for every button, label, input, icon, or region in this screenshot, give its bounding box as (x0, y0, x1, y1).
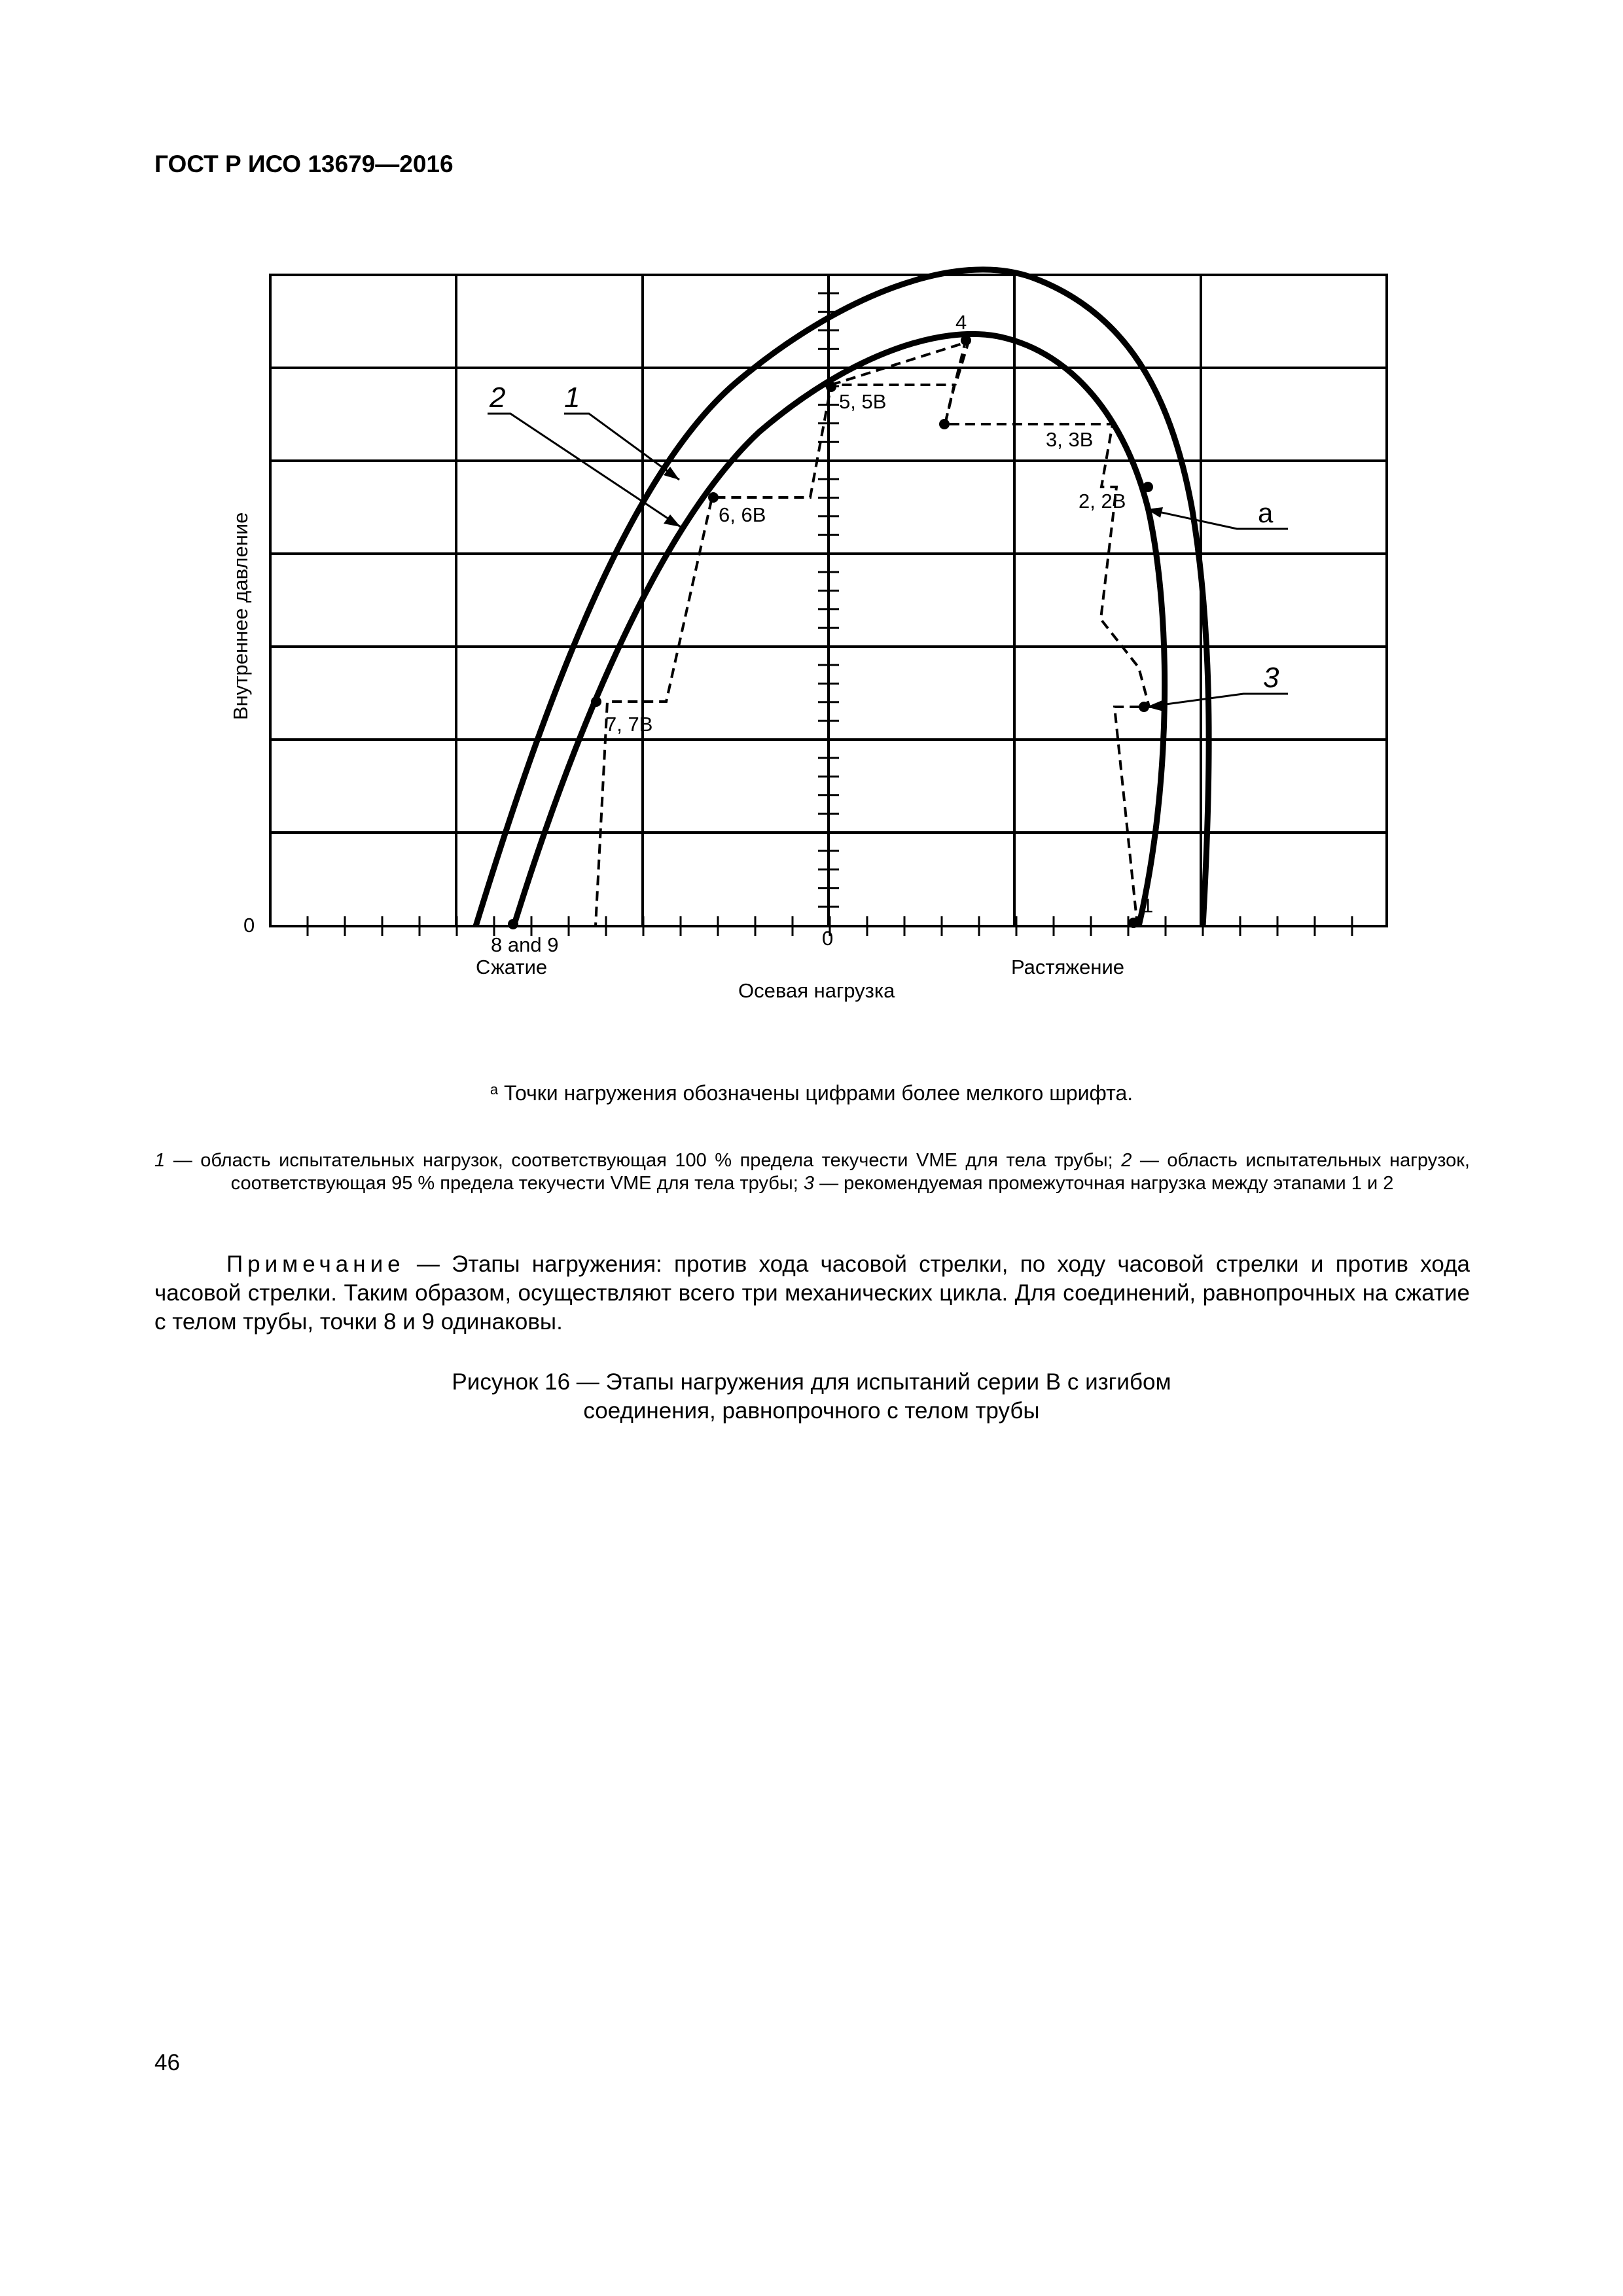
note-paragraph (154, 1250, 1470, 1336)
point-label-3-3b: 3, 3B (1046, 428, 1094, 451)
curve-2-label: 2 (490, 382, 506, 414)
leader-lines (488, 414, 1288, 707)
y-axis-zero: 0 (243, 914, 255, 937)
curve-3-label: 3 (1263, 662, 1279, 694)
legend-text-1: — область испытательных нагрузок, соответствующая 100 % предела текучести VME для тела трубы; (165, 1150, 1122, 1171)
point-label-1: 1 (1142, 894, 1154, 917)
footnote-text: Точки нагружения обозначены цифрами более мелкого шрифта. (503, 1081, 1133, 1105)
legend-text-2: — область испытательных нагрузок, соответствующая 95 % предела текучести VME для тела трубы; (230, 1150, 1470, 1194)
note-a-label: a (1258, 497, 1274, 528)
point-label-4: 4 (955, 311, 967, 334)
x-axis-zero: 0 (822, 927, 834, 950)
point-label-2-2b: 2, 2B (1079, 490, 1126, 512)
load-point-2-2b (1143, 482, 1153, 492)
tension-label: Растяжение (1011, 956, 1125, 978)
load-path-diagram (0, 0, 1623, 1047)
load-point-4 (961, 335, 971, 346)
point-label-6-6b: 6, 6B (719, 503, 766, 526)
page-number: 46 (154, 2050, 180, 2075)
point-label-7-7b: 7, 7B (605, 713, 653, 736)
compression-label: Сжатие (476, 956, 548, 978)
point-label-8-and-9: 8 and 9 (491, 933, 559, 956)
caption-line-1: Рисунок 16 — Этапы нагружения для испытаний серии B с изгибом (452, 1369, 1171, 1395)
note-text: — Этапы нагружения: против хода часовой стрелки, по ходу часовой стрелки и против хода часовой стрелки. Таким образом, осуществляют всего три механических цикла. Для соединений, равнопрочных на сжатие с телом трубы, точки 8 и 9 одинаковы. (154, 1251, 1470, 1335)
caption-line-2: соединения, равнопрочного с телом трубы (583, 1398, 1040, 1424)
legend-num-1: 1 (154, 1150, 166, 1171)
load-point-8-and-9 (508, 919, 518, 929)
curve-1-label: 1 (564, 382, 580, 414)
y-axis-label: Внутреннее давление (229, 512, 252, 720)
x-axis-label: Осевая нагрузка (738, 979, 895, 1002)
point-label-5-5b: 5, 5B (839, 390, 887, 413)
legend-text-3: — рекомендуемая промежуточная нагрузка между этапами 1 и 2 (814, 1173, 1394, 1194)
loading-path (546, 385, 1149, 926)
load-point-3-3b (939, 419, 950, 429)
footnote-marker: a (490, 1081, 499, 1098)
figure-legend (154, 1149, 1470, 1195)
load-point-6-6b (708, 492, 719, 503)
legend-num-3: 3 (803, 1173, 815, 1194)
figure-footnote (0, 1081, 1623, 1105)
legend-num-2: 2 (1121, 1150, 1132, 1171)
figure-caption (0, 1368, 1623, 1426)
load-point-5-5b (826, 382, 836, 392)
document-header: ГОСТ Р ИСО 13679—2016 (154, 151, 454, 177)
load-point-1 (1128, 918, 1139, 928)
load-point-7-7b (591, 696, 601, 707)
note-label: Примечание (226, 1251, 405, 1277)
